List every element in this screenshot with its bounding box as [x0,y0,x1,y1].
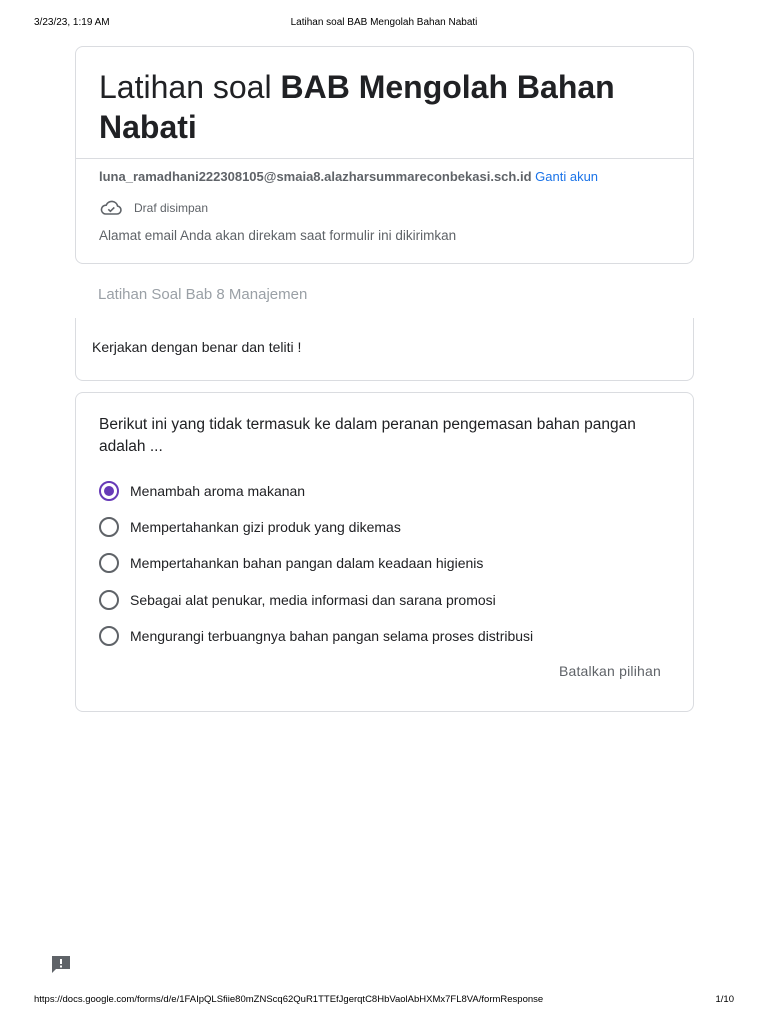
header-divider [76,158,693,159]
radio-option[interactable] [99,624,533,648]
print-header [34,17,734,31]
radio-option[interactable] [99,588,496,612]
option-label: Mempertahankan gizi produk yang dikemas [130,519,401,535]
radio-option[interactable] [99,479,305,503]
form-title-prefix: Latihan soal [99,69,281,105]
clear-selection-button[interactable]: Batalkan pilihan [558,663,661,679]
radio-button[interactable] [99,553,119,573]
form-title-bold: BAB Mengolah Bahan Nabati [99,69,615,145]
email-record-notice: Alamat email Anda akan direkam saat formulir ini dikirimkan [99,228,457,243]
radio-option[interactable] [99,551,483,575]
radio-button[interactable] [99,590,119,610]
section-description: Kerjakan dengan benar dan teliti ! [92,339,302,355]
radio-button-selected[interactable] [99,481,119,501]
form-header-card [75,46,694,264]
section-description-card [75,318,694,381]
feedback-icon[interactable] [50,954,72,974]
option-label: Sebagai alat penukar, media informasi dan sarana promosi [130,592,496,608]
account-email: luna_ramadhani222308105@smaia8.alazharsummareconbekasi.sch.id [99,169,532,184]
draft-status: Draf disimpan [134,201,209,215]
option-label: Mengurangi terbuangnya bahan pangan selama proses distribusi [130,628,534,644]
radio-button[interactable] [99,517,119,537]
section-title: Latihan Soal Bab 8 Manajemen [98,286,308,303]
print-footer [34,994,734,1008]
page-url: https://docs.google.com/forms/d/e/1FAIpQLSfiie80mZNScq62QuR1TTEfJgerqtC8HbVaolAbHXMx7FL8VA/formResponse [34,994,544,1005]
account-line [99,168,598,186]
option-label: Mempertahankan bahan pangan dalam keadaan higienis [130,555,484,571]
form-title [99,67,659,147]
option-label: Menambah aroma makanan [130,483,306,499]
question-text: Berikut ini yang tidak termasuk ke dalam peranan pengemasan bahan pangan adalah ... [99,416,636,455]
switch-account-link[interactable]: Ganti akun [535,169,599,184]
print-datetime: 3/23/23, 1:19 AM [34,17,110,28]
question-card [75,392,694,712]
print-title: Latihan soal BAB Mengolah Bahan Nabati [290,17,478,28]
radio-button[interactable] [99,626,119,646]
page-number: 1/10 [715,994,734,1005]
radio-option[interactable] [99,515,401,539]
draft-status-row [99,198,208,218]
cloud-check-icon [99,198,123,218]
